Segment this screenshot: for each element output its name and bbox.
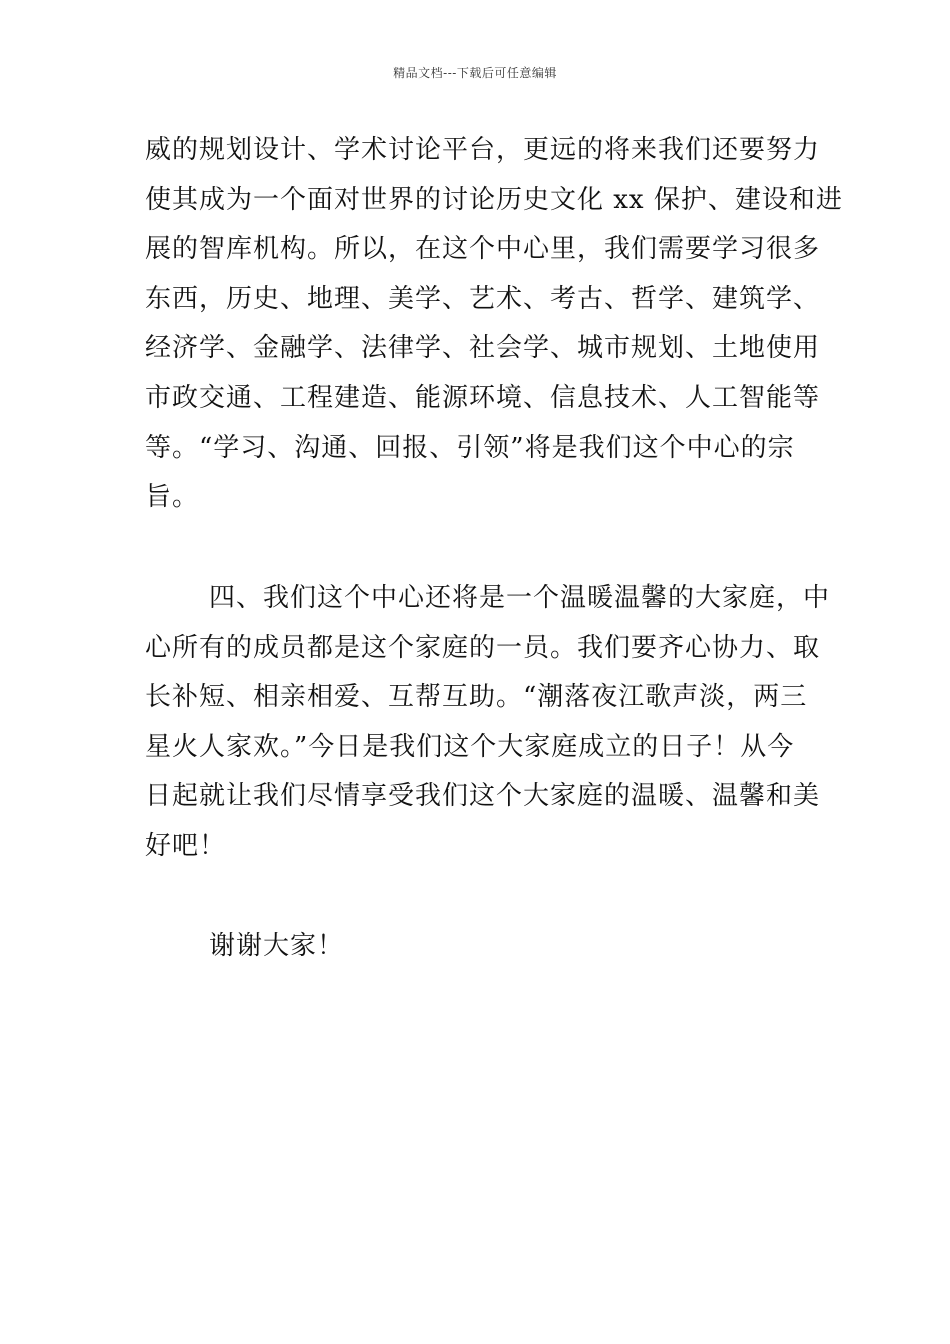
paragraph-2 <box>145 574 831 872</box>
paragraph-line: 四、我们这个中心还将是一个温暖温馨的大家庭，中 <box>209 583 831 613</box>
paragraph-line: 市政交通、工程建造、能源环境、信息技术、人工智能等 <box>145 382 821 413</box>
paragraph-line: 长补短、相亲相爱、互帮互助。“潮落夜江歌声淡，两三 <box>145 682 808 713</box>
paragraph-line: 旨。 <box>145 482 200 513</box>
paragraph-line: 等。“学习、沟通、回报、引领”将是我们这个中心的宗 <box>145 432 795 463</box>
paragraph-line: 使其成为一个面对世界的讨论历史文化 xx 保护、建设和进 <box>145 184 843 215</box>
paragraph-1 <box>145 126 843 523</box>
paragraph-line: 展的智库机构。所以，在这个中心里，我们需要学习很多 <box>145 234 821 265</box>
closing-line: 谢谢大家！ <box>209 931 345 961</box>
paragraph-line: 心所有的成员都是这个家庭的一员。我们要齐心协力、取 <box>145 632 821 663</box>
paragraph-line: 经济学、金融学、法律学、社会学、城市规划、土地使用 <box>145 333 821 364</box>
page-header: 精品文档---下载后可任意编辑 <box>393 66 557 80</box>
paragraph-line: 星火人家欢。”今日是我们这个大家庭成立的日子！从今 <box>145 731 795 762</box>
paragraph-line: 东西，历史、地理、美学、艺术、考古、哲学、建筑学、 <box>145 283 821 314</box>
paragraph-line: 威的规划设计、学术讨论平台，更远的将来我们还要努力 <box>145 135 821 165</box>
paragraph-line: 好吧！ <box>145 830 227 861</box>
paragraph-line: 日起就让我们尽情享受我们这个大家庭的温暖、温馨和美 <box>145 781 821 812</box>
closing-paragraph <box>145 922 810 972</box>
